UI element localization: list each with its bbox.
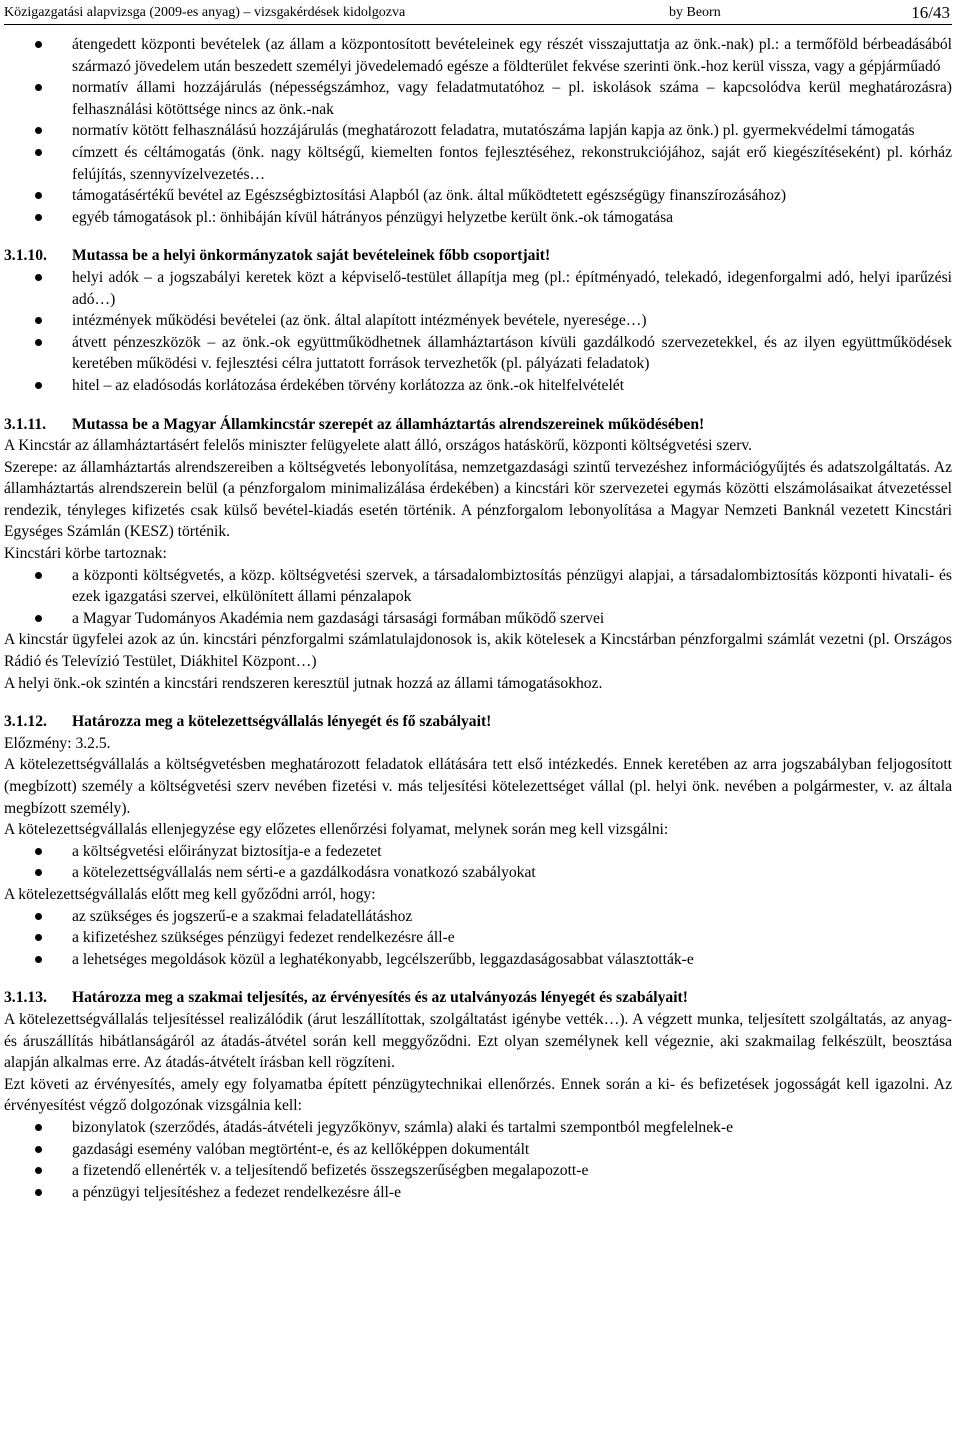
bullet-icon [35, 934, 42, 941]
bullet-icon [35, 848, 42, 855]
list-item: a kifizetéshez szükséges pénzügyi fedezet rendelkezésre áll-e [4, 927, 952, 949]
bullet-icon [35, 913, 42, 920]
list-item: a lehetséges megoldások közül a leghatékonyabb, legcélszerűbb, leggazdaságosabbat választották-e [4, 949, 952, 971]
bullet-icon [35, 84, 42, 91]
list-item: az szükséges és jogszerű-e a szakmai feladatellátáshoz [4, 906, 952, 928]
paragraph: Szerepe: az államháztartás alrendszereiben a költségvetés lebonyolítása, nemzetgazdasági szintű tervezéshez információgyűjtés és adatszolgáltatás. Az államháztartás alrendszerein belül (a pénzforgalom minimalizálása érdekében) a kincstári kör szervezetei egymás közötti elszámolásaikat átvezetéssel rendezik, tényleges kifizetés csak külső bevétel-kiadás esetén történik. A pénzforgalom lebonyolítása a Magyar Nemzeti Banknál vezetett Kincstári Egységes Számlán (KESZ) történik. [4, 458, 952, 541]
section-number: 3.1.11. [4, 415, 47, 433]
paragraph: A Kincstár az államháztartásért felelős miniszter felügyelete alatt álló, országos hatáskörű, központi költségvetési szerv. [4, 437, 753, 455]
list-item: átengedett központi bevételek (az állam a központosított bevételeinek egy részét visszajuttatja az önk.-nak) pl.: a termőföld bérbeadásából származó jövedelem után beszedett személyi jövedelemadó egésze a földterület fekvése szerinti önk.-hoz kerül vissza, vagy a gépjárműadó [4, 34, 952, 77]
paragraph: A helyi önk.-ok szintén a kincstári rendszeren keresztül jutnak hozzá az állami támogatásokhoz. [4, 674, 603, 692]
section-heading [4, 987, 952, 1009]
paragraph: A kötelezettségvállalás ellenjegyzése egy előzetes ellenőrzési folyamat, melynek során meg kell vizsgálni: [4, 821, 669, 839]
list-item: a fizetendő ellenérték v. a teljesítendő befizetés összegszerűségben megalapozott-e [4, 1160, 952, 1182]
list-item: a központi költségvetés, a közp. költségvetési szervek, a társadalombiztosítás pénzügyi alapjai, a társadalombiztosítás központi hivatali- és ezek igazgatási szervei, elkülönített állami pénzalapok [4, 565, 952, 608]
author: by Beorn [669, 5, 721, 20]
list-item: intézmények működési bevételei (az önk. által alapított intézmények bevétele, nyeresége…) [4, 310, 952, 332]
list-item: gazdasági esemény valóban megtörtént-e, és az kellőképpen dokumentált [4, 1139, 952, 1161]
paragraph: A kötelezettségvállalás előtt meg kell győződni arról, hogy: [4, 885, 376, 903]
list-item: a pénzügyi teljesítéshez a fedezet rendelkezésre áll-e [4, 1182, 952, 1204]
document-title: Közigazgatási alapvizsga (2009-es anyag) – vizsgakérdések kidolgozva [4, 5, 406, 20]
bullet-icon [35, 192, 42, 199]
bullet-icon [35, 1146, 42, 1153]
section-title: Mutassa be a Magyar Államkincstár szerepét az államháztartás alrendszereinek működésében! [72, 415, 705, 433]
bullet-icon [35, 41, 42, 48]
bullet-icon [35, 274, 42, 281]
section-title: Határozza meg a kötelezettségvállalás lényegét és fő szabályait! [72, 713, 492, 731]
header-divider [4, 24, 952, 25]
list-item: a Magyar Tudományos Akadémia nem gazdasági társasági formában működő szervei [4, 608, 952, 630]
list-item: helyi adók – a jogszabályi keretek közt a képviselő-testület állapítja meg (pl.: építményadó, telekadó, idegenforgalmi adó, helyi iparűzési adó…) [4, 267, 952, 310]
bullet-icon [35, 382, 42, 389]
section-number: 3.1.12. [4, 713, 47, 731]
list-item: támogatásértékű bevétel az Egészségbiztosítási Alapból (az önk. által működtetett egészségügy finanszírozásához) [4, 185, 952, 207]
paragraph: A kötelezettségvállalás teljesítéssel realizálódik (árut leszállítottak, szolgáltatást igénybe vették…). A végzett munka, teljesített szolgáltatás, az anyag- és áruszállítás hibátlanságáról az átadás-átvétel során kell meggyőződni. Ezt olyan személynek kell végeznie, aki szakmailag felkészült, beosztása alapján alkalmas erre. Az átadás-átvételt írásban kell rögzíteni. [4, 1010, 952, 1072]
list-item: normatív kötött felhasználású hozzájárulás (meghatározott feladatra, mutatószáma lapján kapja az önk.) pl. gyermekvédelmi támogatás [4, 120, 952, 142]
list-item: címzett és céltámogatás (önk. nagy költségű, kiemelten fontos fejlesztéséhez, rekonstrukciójához, saját erő kiegészítéseként) pl. kórház felújítás, szennyvízelvezetés… [4, 142, 952, 185]
bullet-icon [35, 317, 42, 324]
bullet-icon [35, 127, 42, 134]
bullet-icon [35, 956, 42, 963]
page-number: 16/43 [911, 3, 950, 22]
section-title: Határozza meg a szakmai teljesítés, az érvényesítés és az utalványozás lényegét és szabályait! [72, 989, 688, 1007]
list-item: a költségvetési előirányzat biztosítja-e a fedezetet [4, 841, 952, 863]
bullet-icon [35, 339, 42, 346]
list-item: hitel – az eladósodás korlátozása érdekében törvény korlátozza az önk.-ok hitelfelvételét [4, 375, 952, 397]
bullet-icon [35, 1189, 42, 1196]
bullet-icon [35, 572, 42, 579]
bullet-icon [35, 869, 42, 876]
paragraph: A kötelezettségvállalás a költségvetésben meghatározott feladatok ellátására tett első intézkedés. Ennek keretében az arra jogszabályban feljogosított (megbízott) személy a költségvetési szerv nevében fizetési v. más teljesítési kötelezettséget vállal (pl. helyi önk. nevében a polgármester, v. az általa megbízott személy). [4, 756, 952, 817]
list-item: normatív állami hozzájárulás (népességszámhoz, vagy feladatmutatóhoz – pl. iskolások száma – kapcsolódva kerül meghatározásra) felhasználási kötöttsége nincs az önk.-nak [4, 77, 952, 120]
page-header [4, 2, 950, 22]
list-item: átvett pénzeszközök – az önk.-ok együttműködhetnek államháztartáson kívüli gazdálkodó szervezetekkel, és az ilyen együttműködések keretében működési v. fejlesztési célra juttatott források tervezhetők (pl. pályázati feladatok) [4, 332, 952, 375]
section-title: Mutassa be a helyi önkormányzatok saját bevételeinek főbb csoportjait! [72, 247, 551, 265]
section-heading [4, 245, 952, 267]
section-heading [4, 711, 952, 733]
paragraph: Ezt követi az érvényesítés, amely egy folyamatba épített pénzügytechnikai ellenőrzés. Ennek során a ki- és befizetések jogosságát kell igazolni. Az érvényesítést végző dolgozónak vizsgálnia kell: [4, 1075, 952, 1115]
section-heading [4, 414, 952, 436]
bullet-icon [35, 1167, 42, 1174]
paragraph: Előzmény: 3.2.5. [4, 734, 111, 752]
bullet-icon [35, 214, 42, 221]
bullet-icon [35, 149, 42, 156]
list-item: egyéb támogatások pl.: önhibáján kívül hátrányos pénzügyi helyzetbe került önk.-ok támogatása [4, 207, 952, 229]
list-item: bizonylatok (szerződés, átadás-átvételi jegyzőkönyv, számla) alaki és tartalmi szempontból megfelelnek-e [4, 1117, 952, 1139]
list-item: a kötelezettségvállalás nem sérti-e a gazdálkodásra vonatkozó szabályokat [4, 862, 952, 884]
paragraph: A kincstár ügyfelei azok az ún. kincstári pénzforgalmi számlatulajdonosok is, akik kötelesek a Kincstárban pénzforgalmi számlát vezetni (pl. Országos Rádió és Televízió Testület, Diákhitel Központ…) [4, 631, 952, 671]
paragraph: Kincstári körbe tartoznak: [4, 545, 167, 563]
section-number: 3.1.10. [4, 247, 47, 265]
section-number: 3.1.13. [4, 989, 47, 1007]
bullet-icon [35, 1124, 42, 1131]
page-content [4, 34, 952, 1203]
bullet-icon [35, 615, 42, 622]
